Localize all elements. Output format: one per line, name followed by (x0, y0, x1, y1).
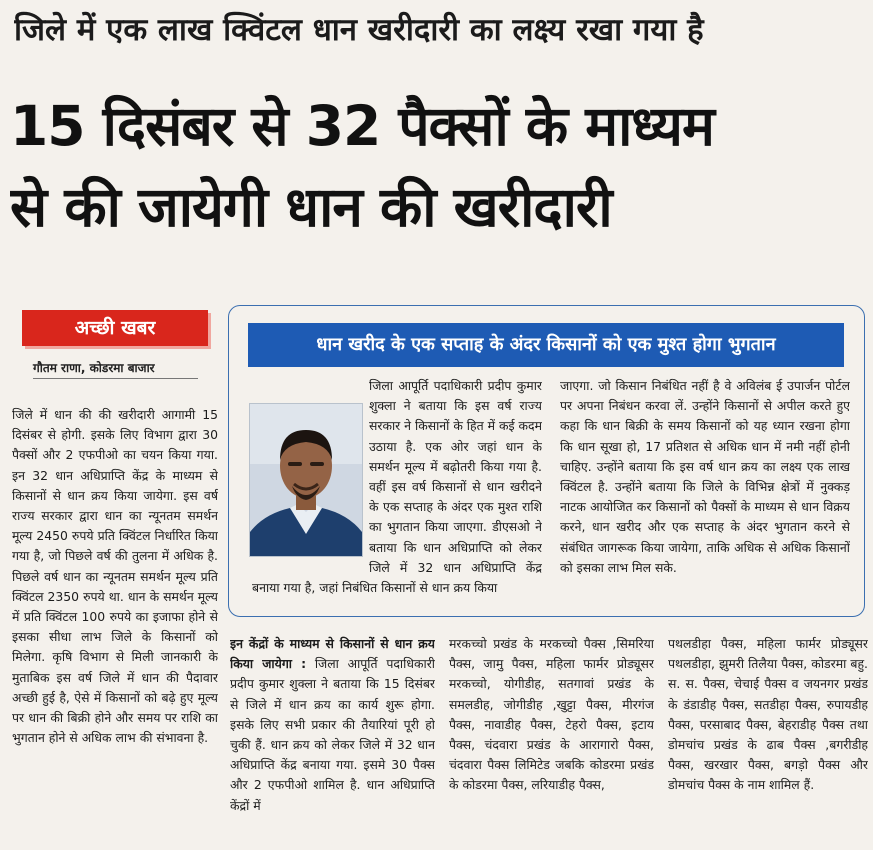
body-column-2 (230, 634, 435, 846)
boxed-story-title: धान खरीद के एक सप्ताह के अंदर किसानों को एक मुश्त होगा भुगतान (248, 323, 844, 367)
body-column-4: पथलडीहा पैक्स, महिला फार्मर प्रोड्यूसर पथलडीहा, झुमरी तिलैया पैक्स, कोडरमा बहु. स. स. पैक्स, चेचाई पैक्स व जयनगर प्रखंड के डंडाडीह पैक्स, सतडीहा पैक्स, रुपायडीह पैक्स, परसाबाद पैक्स, बेहराडीह पैक्स तथा डोमचांच प्रखंड के ढाब पैक्स ,बगरीडीह पैक्स, खरखार पैक्स, बगड़ो पैक्स और डोमचांच पैक्स के नाम शामिल हैं. (668, 636, 868, 793)
good-news-tag: अच्छी खबर (22, 310, 208, 346)
article-kicker: जिले में एक लाख क्विंटल धान खरीदारी का लक्ष्य रखा गया है (14, 12, 704, 48)
boxed-story-text-left-body: जिला आपूर्ति पदाधिकारी प्रदीप कुमार शुक्ला ने बताया कि इस वर्ष राज्य सरकार ने किसानों के हित में कई कदम उठाया है. एक ओर जहां धान के समर्थन मूल्य में बढ़ोतरी किया गया है. वहीं इस वर्ष किसानों से धान खरीदने के एक सप्ताह के अंदर एक मुश्त राशि का भुगतान किया जाएगा. डीएसओ ने बताया कि धान अधिप्राप्ति को लेकर जिले में 32 धान अधिप्राप्ति केंद्र बनाया गया है, जहां निबंधित किसानों से धान क्रय किया (252, 378, 542, 596)
headline-line-2: से की जायेगी धान की खरीदारी (10, 175, 612, 239)
headline-line-1: 15 दिसंबर से 32 पैक्सों के माध्यम (10, 94, 714, 158)
body-column-1: जिले में धान की की खरीदारी आगामी 15 दिसंबर से होगी. इसके लिए विभाग द्वारा 30 पैक्सों और 2 एफपीओ का चयन किया गया. इन 32 धान अधिप्राप्ति केंद्र के माध्यम से किसानों से धान क्रय किया जायेगा. इस वर्ष राज्य सरकार द्वारा धान का न्यूनतम समर्थन मूल्य 2450 रुपये प्रति क्विंटल निर्धारित किया गया है, जो पिछले वर्ष की तुलना में अधिक है. पिछले वर्ष धान का न्यूनतम समर्थन मूल्य प्रति क्विंटल 2350 रुपये था. धान के समर्थन मूल्य में प्रति क्विंटल 100 रुपये का इजाफा होने से इसका सीधा लाभ जिले के किसानों को मिलेगा. कृषि विभाग से मिली जानकारी के मुताबिक इस वर्ष जिले में धान की पैदावार अच्छी हुई है, ऐसे में किसानों को बढ़े हुए मूल्य पर धान की बिक्री होने और समय पर राशि का भुगतान होने से अधिक लाभ की संभावना है. (12, 407, 218, 746)
body-column-3: मरकच्चो प्रखंड के मरकच्चो पैक्स ,सिमरिया पैक्स, जामु पैक्स, महिला फार्मर प्रोड्यूसर मरकच्चो, योगीडीह, सतगावां प्रखंड के समलडीह, जोगीडीह ,खुट्टा पैक्स, मीरगंज पैक्स, नावाडीह पैक्स, टेहरो पैक्स, इटाय पैक्स, चंदवारा प्रखंड के आरागारो पैक्स, चंदवारा पैक्स लिमिटेड जबकि कोडरमा प्रखंड के कोडरमा पैक्स, लरियाडीह पैक्स, (449, 636, 654, 793)
column-2-subhead: इन केंद्रों के माध्यम से किसानों से धान क्रय किया जायेगा : (230, 636, 435, 672)
column-2-body: जिला आपूर्ति पदाधिकारी प्रदीप कुमार शुक्ला ने बताया कि 15 दिसंबर से जिले में धान क्रय का कार्य शुरू होगा. इसके लिए सभी प्रकार की तैयारियां पूरी हो चुकी हैं. धान क्रय को लेकर जिले में 32 धान अधिप्राप्ति केंद्र बनाया गया. इसमे 30 पैक्स और 2 एफपीओ शामिल है. धान अधिप्राप्ति केंद्रों में (230, 656, 435, 813)
person-portrait-icon (250, 404, 362, 556)
boxed-story-text-right: जाएगा. जो किसान निबंधित नहीं है वे अविलंब ई उपार्जन पोर्टल पर अपना निबंधन करवा लें. उन्होंने किसानों से अपील करते हुए कहा कि धान बिक्री के समय किसानों को यह ध्यान रखना होगा कि धान सूखा हो, 17 प्रतिशत से अधिक धान में नमी नहीं होनी चाहिए. उन्होंने बताया कि इस वर्ष धान क्रय का लक्ष्य एक लाख क्विंटल है. उन्होंने बताया कि जिले के विभिन्न क्षेत्रों में नुक्कड़ नाटक आयोजित कर किसानों को पैक्सों के माध्यम से धान विक्रय करने, धान खरीद और एक सप्ताह के अंदर भुगतान करने से संबंधित जागरूक किया जायेगा, ताकि अधिक से अधिक किसानों को इसका लाभ मिल सके. (560, 378, 850, 575)
byline: गौतम राणा, कोडरमा बाजार (33, 360, 198, 379)
article-headline (10, 86, 866, 248)
official-photo (249, 403, 363, 557)
